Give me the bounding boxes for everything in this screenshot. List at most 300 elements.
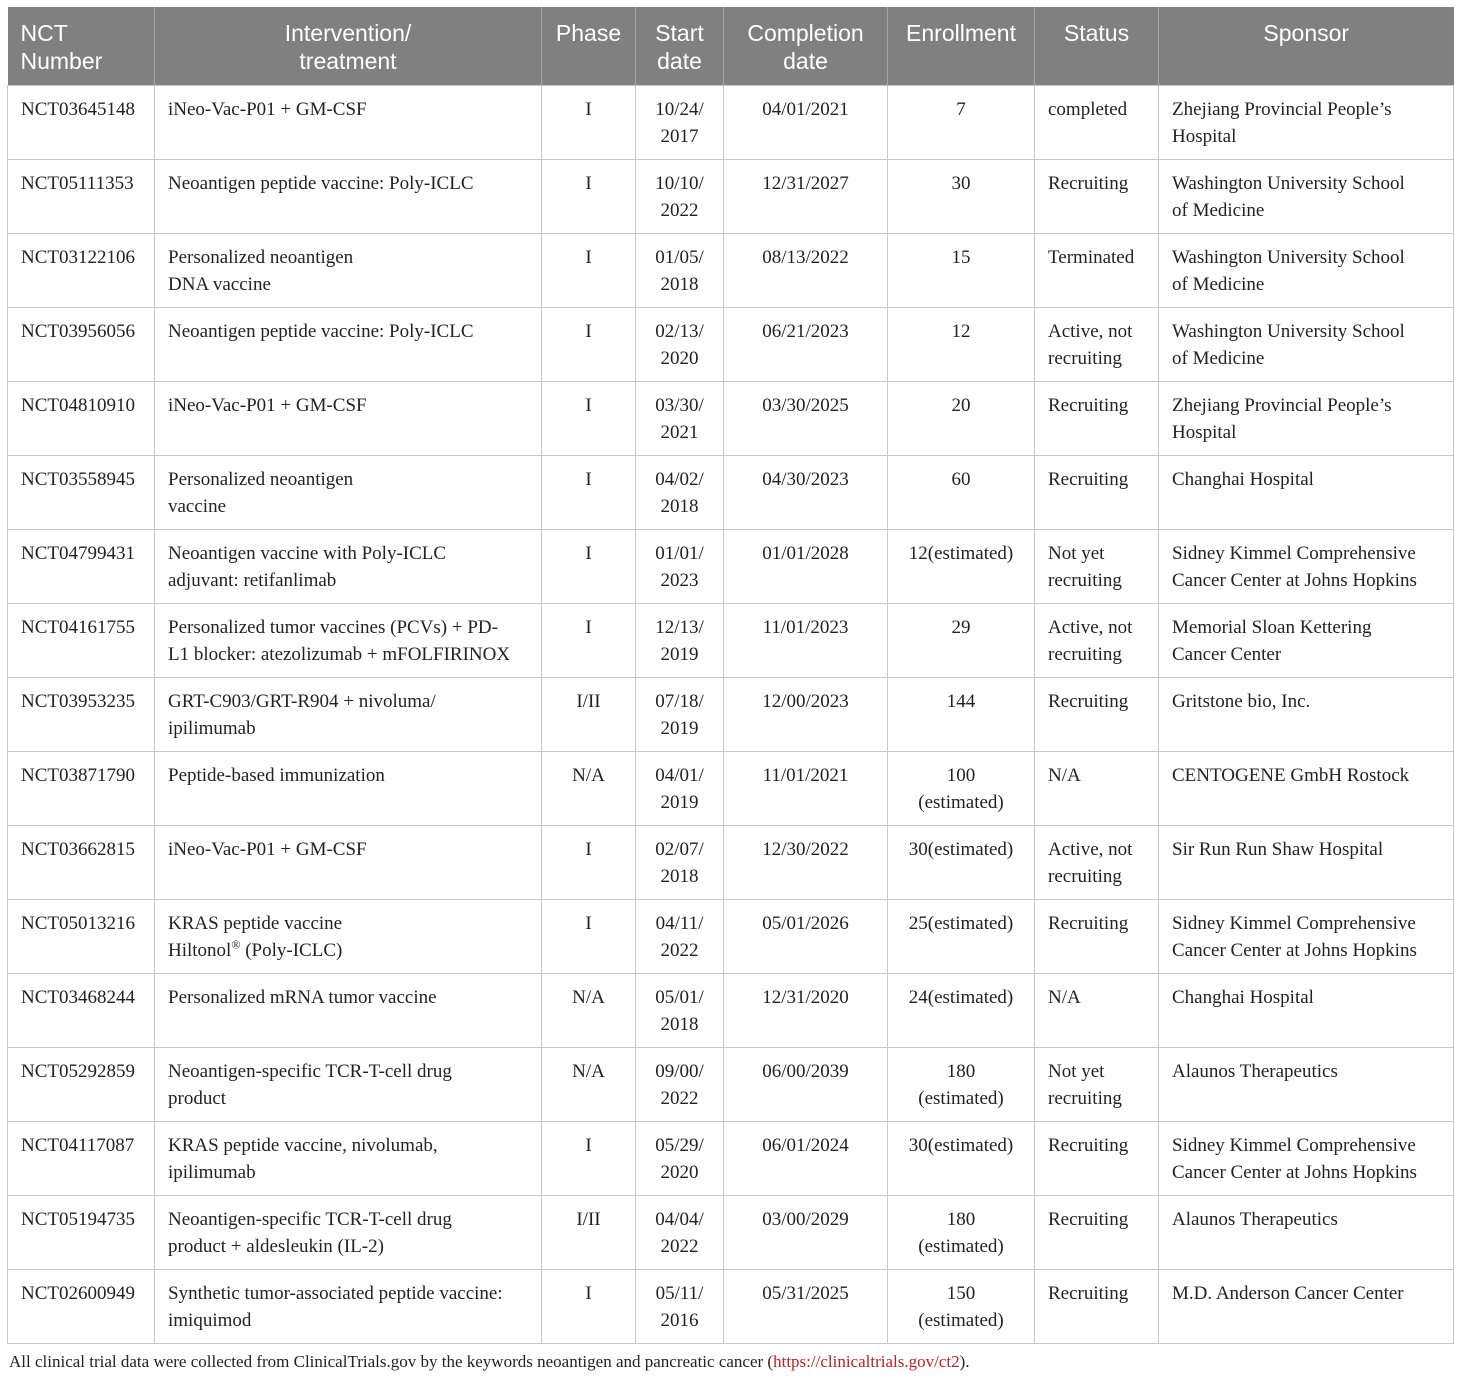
cell-text: NCT04161755 bbox=[21, 616, 135, 638]
cell-text: recruiting bbox=[1048, 347, 1122, 369]
cell-text: completed bbox=[1048, 98, 1128, 120]
cell-text: 12/30/2022 bbox=[762, 838, 849, 860]
cell-intervention bbox=[155, 1269, 542, 1343]
cell-text: iNeo-Vac-P01 + GM-CSF bbox=[168, 838, 367, 860]
cell-enrollment bbox=[888, 603, 1035, 677]
cell-completion-date bbox=[724, 307, 888, 381]
cell-text: 11/01/2023 bbox=[762, 616, 849, 638]
cell-sponsor bbox=[1159, 1047, 1454, 1121]
cell-text: (estimated) bbox=[918, 791, 1004, 813]
cell-status bbox=[1035, 85, 1159, 159]
cell-text: recruiting bbox=[1048, 865, 1122, 887]
cell-nct-number bbox=[8, 677, 155, 751]
cell-status bbox=[1035, 603, 1159, 677]
cell-completion-date bbox=[724, 455, 888, 529]
cell-phase bbox=[542, 973, 636, 1047]
cell-text: I bbox=[585, 172, 592, 194]
cell-intervention bbox=[155, 381, 542, 455]
cell-nct-number bbox=[8, 529, 155, 603]
cell-phase bbox=[542, 159, 636, 233]
cell-nct-number bbox=[8, 899, 155, 973]
cell-text: product bbox=[168, 1087, 227, 1109]
cell-text: Neoantigen peptide vaccine: Poly-ICLC bbox=[168, 172, 474, 194]
cell-status bbox=[1035, 825, 1159, 899]
column-header-completion-date bbox=[724, 7, 888, 85]
cell-nct-number bbox=[8, 1047, 155, 1121]
cell-text: NCT03558945 bbox=[21, 468, 135, 490]
cell-start-date bbox=[636, 899, 724, 973]
cell-text: 02/07/ bbox=[655, 838, 704, 860]
table-row bbox=[8, 973, 1454, 1047]
cell-completion-date bbox=[724, 85, 888, 159]
cell-intervention bbox=[155, 1121, 542, 1195]
cell-text: 07/18/ bbox=[655, 690, 704, 712]
cell-text: I bbox=[585, 1134, 592, 1156]
cell-text: of Medicine bbox=[1172, 347, 1265, 369]
cell-start-date bbox=[636, 85, 724, 159]
cell-status bbox=[1035, 1195, 1159, 1269]
cell-text: 04/01/ bbox=[655, 764, 704, 786]
cell-completion-date bbox=[724, 381, 888, 455]
cell-start-date bbox=[636, 751, 724, 825]
table-row bbox=[8, 825, 1454, 899]
cell-text: Hospital bbox=[1172, 125, 1237, 147]
cell-text: of Medicine bbox=[1172, 199, 1265, 221]
cell-status bbox=[1035, 677, 1159, 751]
cell-completion-date bbox=[724, 677, 888, 751]
column-header-start-date bbox=[636, 7, 724, 85]
footnote-text-end: ). bbox=[959, 1352, 970, 1371]
cell-text: Recruiting bbox=[1048, 394, 1129, 416]
cell-status bbox=[1035, 973, 1159, 1047]
cell-enrollment bbox=[888, 899, 1035, 973]
cell-sponsor bbox=[1159, 603, 1454, 677]
cell-text: Changhai Hospital bbox=[1172, 468, 1314, 490]
cell-text: Personalized neoantigen bbox=[168, 246, 354, 268]
cell-text: I bbox=[585, 616, 592, 638]
cell-text: 29 bbox=[951, 616, 971, 638]
cell-text: KRAS peptide vaccine bbox=[168, 912, 343, 934]
cell-text: recruiting bbox=[1048, 643, 1122, 665]
cell-text: Alaunos Therapeutics bbox=[1172, 1060, 1338, 1082]
cell-start-date bbox=[636, 1269, 724, 1343]
cell-text: adjuvant: retifanlimab bbox=[168, 569, 337, 591]
cell-text: I bbox=[585, 912, 592, 934]
cell-text: N/A bbox=[1048, 986, 1081, 1008]
cell-sponsor bbox=[1159, 899, 1454, 973]
cell-sponsor bbox=[1159, 825, 1454, 899]
table-row bbox=[8, 899, 1454, 973]
cell-intervention bbox=[155, 307, 542, 381]
cell-text: NCT02600949 bbox=[21, 1282, 135, 1304]
cell-text: 24(estimated) bbox=[908, 986, 1014, 1008]
cell-phase bbox=[542, 1195, 636, 1269]
cell-text: 2022 bbox=[660, 1235, 699, 1257]
cell-intervention bbox=[155, 159, 542, 233]
cell-text: Peptide-based immunization bbox=[168, 764, 385, 786]
table-row bbox=[8, 1195, 1454, 1269]
cell-status bbox=[1035, 751, 1159, 825]
cell-sponsor bbox=[1159, 751, 1454, 825]
cell-intervention bbox=[155, 973, 542, 1047]
cell-enrollment bbox=[888, 307, 1035, 381]
cell-intervention bbox=[155, 233, 542, 307]
cell-phase bbox=[542, 307, 636, 381]
header-label: date bbox=[657, 48, 702, 74]
cell-completion-date bbox=[724, 233, 888, 307]
cell-text: 2023 bbox=[660, 569, 699, 591]
table-row bbox=[8, 603, 1454, 677]
cell-completion-date bbox=[724, 973, 888, 1047]
table-row bbox=[8, 233, 1454, 307]
cell-completion-date bbox=[724, 751, 888, 825]
cell-sponsor bbox=[1159, 1121, 1454, 1195]
cell-nct-number bbox=[8, 1121, 155, 1195]
cell-text: Personalized mRNA tumor vaccine bbox=[168, 986, 437, 1008]
cell-text: Memorial Sloan Kettering bbox=[1172, 616, 1372, 638]
cell-start-date bbox=[636, 159, 724, 233]
cell-text: Recruiting bbox=[1048, 172, 1129, 194]
cell-text: 03/30/ bbox=[655, 394, 704, 416]
cell-start-date bbox=[636, 1195, 724, 1269]
cell-text: Sidney Kimmel Comprehensive bbox=[1172, 542, 1416, 564]
cell-nct-number bbox=[8, 85, 155, 159]
column-header-sponsor bbox=[1159, 7, 1454, 85]
cell-text: NCT03645148 bbox=[21, 98, 135, 120]
cell-phase bbox=[542, 751, 636, 825]
cell-text: Neoantigen-specific TCR-T-cell drug bbox=[168, 1208, 452, 1230]
cell-enrollment bbox=[888, 1121, 1035, 1195]
cell-sponsor bbox=[1159, 85, 1454, 159]
cell-intervention bbox=[155, 825, 542, 899]
cell-intervention bbox=[155, 85, 542, 159]
cell-text: 2019 bbox=[660, 791, 699, 813]
cell-text: Personalized tumor vaccines (PCVs) + PD- bbox=[168, 616, 498, 638]
cell-text: Gritstone bio, Inc. bbox=[1172, 690, 1311, 712]
cell-text: M.D. Anderson Cancer Center bbox=[1172, 1282, 1404, 1304]
cell-text: Zhejiang Provincial People’s bbox=[1172, 98, 1392, 120]
table-row bbox=[8, 1047, 1454, 1121]
cell-text: Cancer Center at Johns Hopkins bbox=[1172, 569, 1417, 591]
cell-enrollment bbox=[888, 1269, 1035, 1343]
cell-text: I bbox=[585, 98, 592, 120]
cell-text: Zhejiang Provincial People’s bbox=[1172, 394, 1392, 416]
cell-intervention bbox=[155, 455, 542, 529]
header-label: Enrollment bbox=[906, 20, 1016, 46]
cell-text: 09/00/ bbox=[655, 1060, 704, 1082]
cell-status bbox=[1035, 1047, 1159, 1121]
cell-text: N/A bbox=[572, 764, 605, 786]
cell-sponsor bbox=[1159, 973, 1454, 1047]
cell-text: Neoantigen-specific TCR-T-cell drug bbox=[168, 1060, 452, 1082]
cell-enrollment bbox=[888, 1047, 1035, 1121]
header-label: date bbox=[783, 48, 828, 74]
cell-text: I bbox=[585, 468, 592, 490]
cell-text: 04/01/2021 bbox=[762, 98, 849, 120]
cell-completion-date bbox=[724, 529, 888, 603]
cell-status bbox=[1035, 233, 1159, 307]
cell-text: 12 bbox=[951, 320, 971, 342]
cell-text: ipilimumab bbox=[168, 1161, 256, 1183]
cell-sponsor bbox=[1159, 307, 1454, 381]
cell-text: Washington University School bbox=[1172, 172, 1405, 194]
cell-text: recruiting bbox=[1048, 1087, 1122, 1109]
cell-nct-number bbox=[8, 1269, 155, 1343]
cell-text: 144 bbox=[946, 690, 976, 712]
table-row bbox=[8, 85, 1454, 159]
cell-text: iNeo-Vac-P01 + GM-CSF bbox=[168, 98, 367, 120]
cell-text: NCT05194735 bbox=[21, 1208, 135, 1230]
cell-text: 01/01/ bbox=[655, 542, 704, 564]
cell-text: 05/11/ bbox=[655, 1282, 704, 1304]
cell-phase bbox=[542, 1047, 636, 1121]
cell-text: Washington University School bbox=[1172, 320, 1405, 342]
table-row bbox=[8, 529, 1454, 603]
cell-text: 2016 bbox=[660, 1309, 699, 1331]
cell-text: 03/00/2029 bbox=[762, 1208, 849, 1230]
table-row bbox=[8, 751, 1454, 825]
cell-enrollment bbox=[888, 233, 1035, 307]
cell-enrollment bbox=[888, 159, 1035, 233]
cell-text: 2019 bbox=[660, 643, 699, 665]
table-row bbox=[8, 677, 1454, 751]
cell-enrollment bbox=[888, 85, 1035, 159]
cell-text: 7 bbox=[956, 98, 966, 120]
cell-text: NCT05292859 bbox=[21, 1060, 135, 1082]
cell-nct-number bbox=[8, 825, 155, 899]
column-header-nct-number bbox=[8, 7, 155, 85]
cell-enrollment bbox=[888, 973, 1035, 1047]
footnote-link[interactable]: https://clinicaltrials.gov/ct2 bbox=[773, 1352, 960, 1371]
table-body bbox=[8, 85, 1454, 1343]
cell-text: Active, not bbox=[1048, 320, 1133, 342]
cell-text: Recruiting bbox=[1048, 912, 1129, 934]
cell-nct-number bbox=[8, 381, 155, 455]
cell-text: 01/05/ bbox=[655, 246, 704, 268]
cell-text: CENTOGENE GmbH Rostock bbox=[1172, 764, 1410, 786]
cell-text: 01/01/2028 bbox=[762, 542, 849, 564]
cell-text: of Medicine bbox=[1172, 273, 1265, 295]
cell-text: Synthetic tumor-associated peptide vaccine: bbox=[168, 1282, 503, 1304]
header-label: Intervention/ bbox=[284, 20, 412, 46]
cell-start-date bbox=[636, 677, 724, 751]
header-label: Number bbox=[20, 48, 103, 74]
cell-nct-number bbox=[8, 159, 155, 233]
cell-text: NCT03871790 bbox=[21, 764, 135, 786]
cell-phase bbox=[542, 455, 636, 529]
cell-text: Active, not bbox=[1048, 616, 1133, 638]
cell-text: 12/31/2027 bbox=[762, 172, 849, 194]
cell-text: (estimated) bbox=[918, 1309, 1004, 1331]
cell-text: I bbox=[585, 320, 592, 342]
cell-text: I/II bbox=[576, 690, 601, 712]
cell-enrollment bbox=[888, 529, 1035, 603]
cell-sponsor bbox=[1159, 677, 1454, 751]
registered-mark: ® bbox=[231, 937, 241, 952]
cell-text: Washington University School bbox=[1172, 246, 1405, 268]
header-label: Phase bbox=[555, 20, 622, 46]
table-header bbox=[8, 7, 1454, 85]
cell-text: NCT03122106 bbox=[21, 246, 135, 268]
cell-text: Sidney Kimmel Comprehensive bbox=[1172, 912, 1416, 934]
cell-text: Terminated bbox=[1048, 246, 1135, 268]
cell-text: 30(estimated) bbox=[908, 838, 1014, 860]
cell-phase bbox=[542, 677, 636, 751]
cell-text: 04/30/2023 bbox=[762, 468, 849, 490]
cell-text: imiquimod bbox=[168, 1309, 252, 1331]
cell-phase bbox=[542, 1121, 636, 1195]
cell-text: I bbox=[585, 1282, 592, 1304]
cell-nct-number bbox=[8, 603, 155, 677]
cell-text: 06/01/2024 bbox=[762, 1134, 849, 1156]
cell-text: 2020 bbox=[660, 1161, 699, 1183]
cell-sponsor bbox=[1159, 159, 1454, 233]
cell-status bbox=[1035, 159, 1159, 233]
cell-text: (estimated) bbox=[918, 1087, 1004, 1109]
cell-text: 20 bbox=[951, 394, 971, 416]
cell-text: 2021 bbox=[660, 421, 699, 443]
cell-text: 03/30/2025 bbox=[762, 394, 849, 416]
cell-sponsor bbox=[1159, 1269, 1454, 1343]
cell-text: Not yet bbox=[1048, 542, 1105, 564]
cell-text: 2022 bbox=[660, 1087, 699, 1109]
cell-text: Recruiting bbox=[1048, 690, 1129, 712]
cell-status bbox=[1035, 899, 1159, 973]
cell-start-date bbox=[636, 529, 724, 603]
cell-text: 04/04/ bbox=[655, 1208, 704, 1230]
cell-status bbox=[1035, 1269, 1159, 1343]
cell-phase bbox=[542, 825, 636, 899]
cell-completion-date bbox=[724, 1121, 888, 1195]
cell-text: Cancer Center at Johns Hopkins bbox=[1172, 939, 1417, 961]
cell-sponsor bbox=[1159, 529, 1454, 603]
cell-intervention bbox=[155, 1195, 542, 1269]
cell-text: 30(estimated) bbox=[908, 1134, 1014, 1156]
cell-start-date bbox=[636, 1047, 724, 1121]
cell-completion-date bbox=[724, 159, 888, 233]
cell-text: NCT05013216 bbox=[21, 912, 135, 934]
header-label: Status bbox=[1063, 20, 1130, 46]
cell-text: NCT03662815 bbox=[21, 838, 135, 860]
cell-enrollment bbox=[888, 455, 1035, 529]
cell-text: 2019 bbox=[660, 717, 699, 739]
cell-completion-date bbox=[724, 825, 888, 899]
cell-sponsor bbox=[1159, 1195, 1454, 1269]
cell-nct-number bbox=[8, 233, 155, 307]
cell-phase bbox=[542, 603, 636, 677]
cell-text: Sidney Kimmel Comprehensive bbox=[1172, 1134, 1416, 1156]
cell-phase bbox=[542, 381, 636, 455]
table-row bbox=[8, 455, 1454, 529]
cell-text: NCT03956056 bbox=[21, 320, 135, 342]
cell-text: 15 bbox=[951, 246, 971, 268]
cell-sponsor bbox=[1159, 455, 1454, 529]
cell-start-date bbox=[636, 381, 724, 455]
cell-intervention bbox=[155, 603, 542, 677]
cell-nct-number bbox=[8, 455, 155, 529]
cell-status bbox=[1035, 529, 1159, 603]
cell-text: Personalized neoantigen bbox=[168, 468, 354, 490]
cell-intervention bbox=[155, 529, 542, 603]
cell-text: 25(estimated) bbox=[908, 912, 1014, 934]
cell-text: Changhai Hospital bbox=[1172, 986, 1314, 1008]
cell-text: 2018 bbox=[660, 865, 699, 887]
cell-text: 05/31/2025 bbox=[762, 1282, 849, 1304]
cell-start-date bbox=[636, 233, 724, 307]
cell-text: 12/31/2020 bbox=[762, 986, 849, 1008]
cell-text: 10/24/ bbox=[655, 98, 704, 120]
table-row bbox=[8, 1269, 1454, 1343]
cell-text: Recruiting bbox=[1048, 1208, 1129, 1230]
cell-text: GRT-C903/GRT-R904 + nivoluma/ bbox=[168, 690, 436, 712]
cell-text: (estimated) bbox=[918, 1235, 1004, 1257]
cell-intervention bbox=[155, 677, 542, 751]
cell-nct-number bbox=[8, 751, 155, 825]
cell-text: Cancer Center bbox=[1172, 643, 1282, 665]
cell-nct-number bbox=[8, 307, 155, 381]
cell-text: 180 bbox=[946, 1060, 976, 1082]
cell-status bbox=[1035, 455, 1159, 529]
table-footnote bbox=[9, 1352, 970, 1372]
cell-text: product + aldesleukin (IL-2) bbox=[168, 1235, 384, 1257]
cell-text: ipilimumab bbox=[168, 717, 256, 739]
cell-text: 2022 bbox=[660, 199, 699, 221]
cell-text: N/A bbox=[572, 1060, 605, 1082]
cell-status bbox=[1035, 381, 1159, 455]
cell-text: Active, not bbox=[1048, 838, 1133, 860]
table-row bbox=[8, 381, 1454, 455]
cell-sponsor bbox=[1159, 381, 1454, 455]
cell-text: 12(estimated) bbox=[908, 542, 1014, 564]
cell-text: 11/01/2021 bbox=[762, 764, 849, 786]
cell-start-date bbox=[636, 307, 724, 381]
footnote-text: All clinical trial data were collected from ClinicalTrials.gov by the keywords neoantigen and pancreatic cancer ( bbox=[9, 1352, 774, 1371]
cell-text: N/A bbox=[572, 986, 605, 1008]
cell-text: 180 bbox=[946, 1208, 976, 1230]
cell-text: I bbox=[585, 838, 592, 860]
cell-text: 2017 bbox=[660, 125, 699, 147]
cell-nct-number bbox=[8, 1195, 155, 1269]
cell-start-date bbox=[636, 973, 724, 1047]
cell-text: N/A bbox=[1048, 764, 1081, 786]
cell-text: recruiting bbox=[1048, 569, 1122, 591]
cell-text: vaccine bbox=[168, 495, 227, 517]
cell-text: 08/13/2022 bbox=[762, 246, 849, 268]
cell-text: 2020 bbox=[660, 347, 699, 369]
cell-text: Cancer Center at Johns Hopkins bbox=[1172, 1161, 1417, 1183]
cell-intervention bbox=[155, 1047, 542, 1121]
cell-text: 30 bbox=[951, 172, 971, 194]
cell-sponsor bbox=[1159, 233, 1454, 307]
cell-text: NCT04810910 bbox=[21, 394, 135, 416]
cell-text: 2018 bbox=[660, 273, 699, 295]
cell-enrollment bbox=[888, 1195, 1035, 1269]
cell-start-date bbox=[636, 455, 724, 529]
cell-text: 12/00/2023 bbox=[762, 690, 849, 712]
cell-text: 02/13/ bbox=[655, 320, 704, 342]
cell-phase bbox=[542, 899, 636, 973]
cell-text: 05/01/ bbox=[655, 986, 704, 1008]
table-row bbox=[8, 1121, 1454, 1195]
cell-text: Alaunos Therapeutics bbox=[1172, 1208, 1338, 1230]
cell-phase bbox=[542, 85, 636, 159]
cell-text: 05/29/ bbox=[655, 1134, 704, 1156]
cell-text: Sir Run Run Shaw Hospital bbox=[1172, 838, 1384, 860]
header-label: treatment bbox=[299, 48, 397, 74]
column-header-phase bbox=[542, 7, 636, 85]
cell-text: 2022 bbox=[660, 939, 699, 961]
cell-text: NCT05111353 bbox=[21, 172, 134, 194]
